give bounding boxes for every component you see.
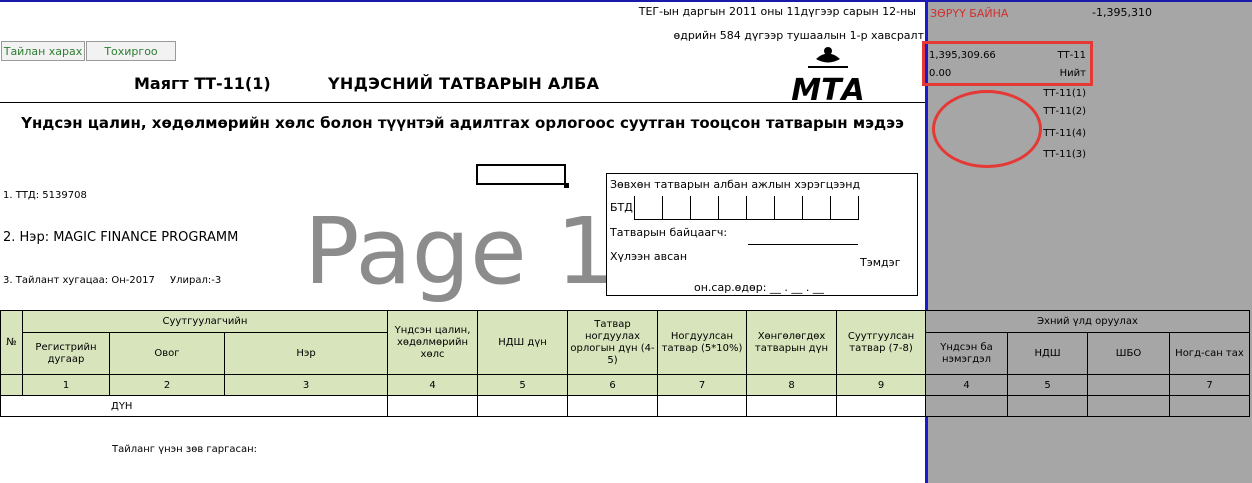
highlight-ellipse — [932, 90, 1042, 168]
decree-line-1: ТЕГ-ын даргын 2011 оны 11дүгээр сарын 12-ны — [638, 5, 916, 18]
ytd-total-cell[interactable] — [1170, 396, 1250, 417]
form-code: Маягт ТТ-11(1) — [134, 74, 271, 93]
col-number-cell: 1 — [23, 375, 110, 396]
col-header-ytd-ndsh: НДШ — [1008, 333, 1088, 375]
ytd-total-cell[interactable] — [1008, 396, 1088, 417]
tax-authority-logo — [778, 42, 878, 102]
ytd-total-cell[interactable] — [1088, 396, 1170, 417]
col-header-no: № — [1, 311, 23, 375]
total-label: Нийт — [1059, 68, 1086, 79]
total-row-label: ДҮН — [1, 396, 388, 417]
page-watermark: Page 1 — [304, 198, 615, 305]
tt11-value: 1,395,309.66 — [929, 50, 996, 61]
col-header-ytd-assessed: Ногд-сан тах — [1170, 333, 1250, 375]
inspector-label: Татварын байцаагч: — [610, 226, 728, 239]
header-divider — [0, 102, 925, 103]
discrepancy-value: -1,395,310 — [1092, 6, 1152, 19]
total-value: 0.00 — [929, 68, 952, 79]
btd-digit-cells[interactable] — [634, 196, 859, 220]
col-number-cell: 2 — [110, 375, 225, 396]
ytd-number-cell: 5 — [1008, 375, 1088, 396]
col-number-cell: 8 — [747, 375, 837, 396]
report-title: Үндсэн цалин, хөдөлмөрийн хөлс болон түүнтэй адилтгах орлогоос суутган тооцсон татварын мэдээ — [21, 114, 904, 132]
fill-handle[interactable] — [564, 183, 569, 188]
period-quarter: Улирал:-3 — [170, 275, 222, 286]
certified-by-label: Тайланг үнэн зөв гаргасан: — [112, 444, 258, 455]
ytd-number-cell: 7 — [1170, 375, 1250, 396]
received-label: Хүлээн авсан — [610, 250, 688, 263]
total-cell[interactable] — [658, 396, 747, 417]
col-number-cell: 7 — [658, 375, 747, 396]
ref-tt11-4: ТТ-11(4) — [1043, 128, 1086, 139]
col-number-cell: 4 — [388, 375, 478, 396]
ref-tt11-3: ТТ-11(3) — [1043, 149, 1086, 160]
col-header-ytd-sbo: ШБО — [1088, 333, 1170, 375]
total-cell[interactable] — [747, 396, 837, 417]
col-number-cell — [1, 375, 23, 396]
col-header-assessed-tax: Ногдуулсан татвар (5*10%) — [658, 311, 747, 375]
col-number-cell: 3 — [225, 375, 388, 396]
taxpayer-id: 1. ТТД: 5139708 — [3, 190, 87, 201]
ytd-number-cell — [1088, 375, 1170, 396]
inspector-signature-line — [748, 244, 858, 245]
col-header-first-name: Нэр — [225, 333, 388, 375]
decree-line-2: өдрийн 584 дүгээр тушаалын 1-р хавсралт — [673, 29, 924, 42]
col-group-withholder: Суутгуулагчийн — [23, 311, 388, 333]
col-header-ndsh: НДШ дүн — [478, 311, 568, 375]
col-header-tax-relief: Хөнгөлөгдөх татварын дүн — [747, 311, 837, 375]
date-label: он.сар.өдөр: __ . __ . __ — [694, 281, 824, 294]
col-header-base-salary: Үндсэн цалин, хөдөлмөрийн хөлс — [388, 311, 478, 375]
total-cell[interactable] — [837, 396, 926, 417]
col-header-reg-no: Регистрийн дугаар — [23, 333, 110, 375]
ref-tt11-2: ТТ-11(2) — [1043, 106, 1086, 117]
org-title: ҮНДЭСНИЙ ТАТВАРЫН АЛБА — [328, 74, 600, 93]
col-header-taxable-income: Татвар ногдуулах орлогын дүн (4-5) — [568, 311, 658, 375]
highlight-rectangle — [922, 41, 1093, 86]
col-number-cell: 9 — [837, 375, 926, 396]
selected-cell[interactable] — [476, 164, 566, 185]
total-cell[interactable] — [478, 396, 568, 417]
taxpayer-name: 2. Нэр: MAGIC FINANCE PROGRAMM — [3, 230, 239, 245]
col-header-ytd-base: Үндсэн ба нэмэгдэл — [926, 333, 1008, 375]
tax-table — [0, 310, 1250, 417]
tt11-label: ТТ-11 — [1057, 50, 1086, 61]
btd-label: БТД — [610, 201, 633, 214]
col-header-last-name: Овог — [110, 333, 225, 375]
ytd-number-cell: 4 — [926, 375, 1008, 396]
ref-tt11-1: ТТ-11(1) — [1043, 88, 1086, 99]
col-header-withheld-tax: Суутгуулсан татвар (7-8) — [837, 311, 926, 375]
total-cell[interactable] — [568, 396, 658, 417]
total-cell[interactable] — [388, 396, 478, 417]
period-year: 3. Тайлант хугацаа: Он-2017 — [3, 275, 155, 286]
office-use-title: Зөвхөн татварын албан ажлын хэрэгцээнд — [610, 178, 861, 191]
col-number-cell: 6 — [568, 375, 658, 396]
col-group-ytd: Эхний үлд оруулах — [926, 311, 1250, 333]
report-period — [3, 275, 221, 286]
view-report-button[interactable]: Тайлан харах — [1, 41, 85, 61]
discrepancy-label: ЗӨРҮҮ БАЙНА — [930, 7, 1009, 20]
logo-lettering: МТА — [791, 73, 865, 102]
col-number-cell: 5 — [478, 375, 568, 396]
ytd-total-cell[interactable] — [926, 396, 1008, 417]
settings-button[interactable]: Тохиргоо — [86, 41, 176, 61]
stamp-label: Тэмдэг — [860, 256, 901, 269]
